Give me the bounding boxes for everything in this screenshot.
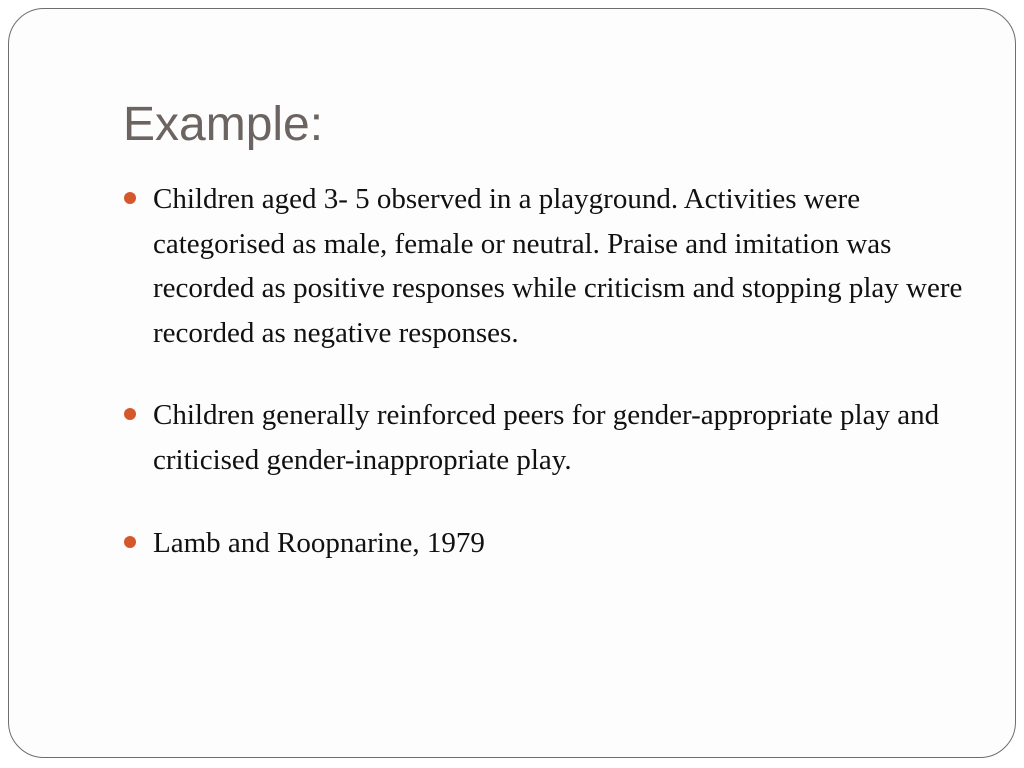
bullet-item [123,521,973,566]
bullet-list [123,177,973,566]
bullet-text: Children generally reinforced peers for gender-appropriate play and criticised gender-inappropriate play. [153,399,940,476]
bullet-text: Lamb and Roopnarine, 1979 [153,527,485,559]
bullet-dot-icon [124,536,136,548]
bullet-item [123,177,973,355]
slide [8,8,1016,758]
bullet-dot-icon [124,408,136,420]
slide-title: Example: [123,98,324,151]
bullet-item [123,393,973,482]
bullet-dot-icon [124,192,136,204]
bullet-text: Children aged 3- 5 observed in a playground. Activities were categorised as male, female or neutral. Praise and imitation was recorded as positive responses while criticism and stopping play were recorded as negative responses. [153,183,963,349]
